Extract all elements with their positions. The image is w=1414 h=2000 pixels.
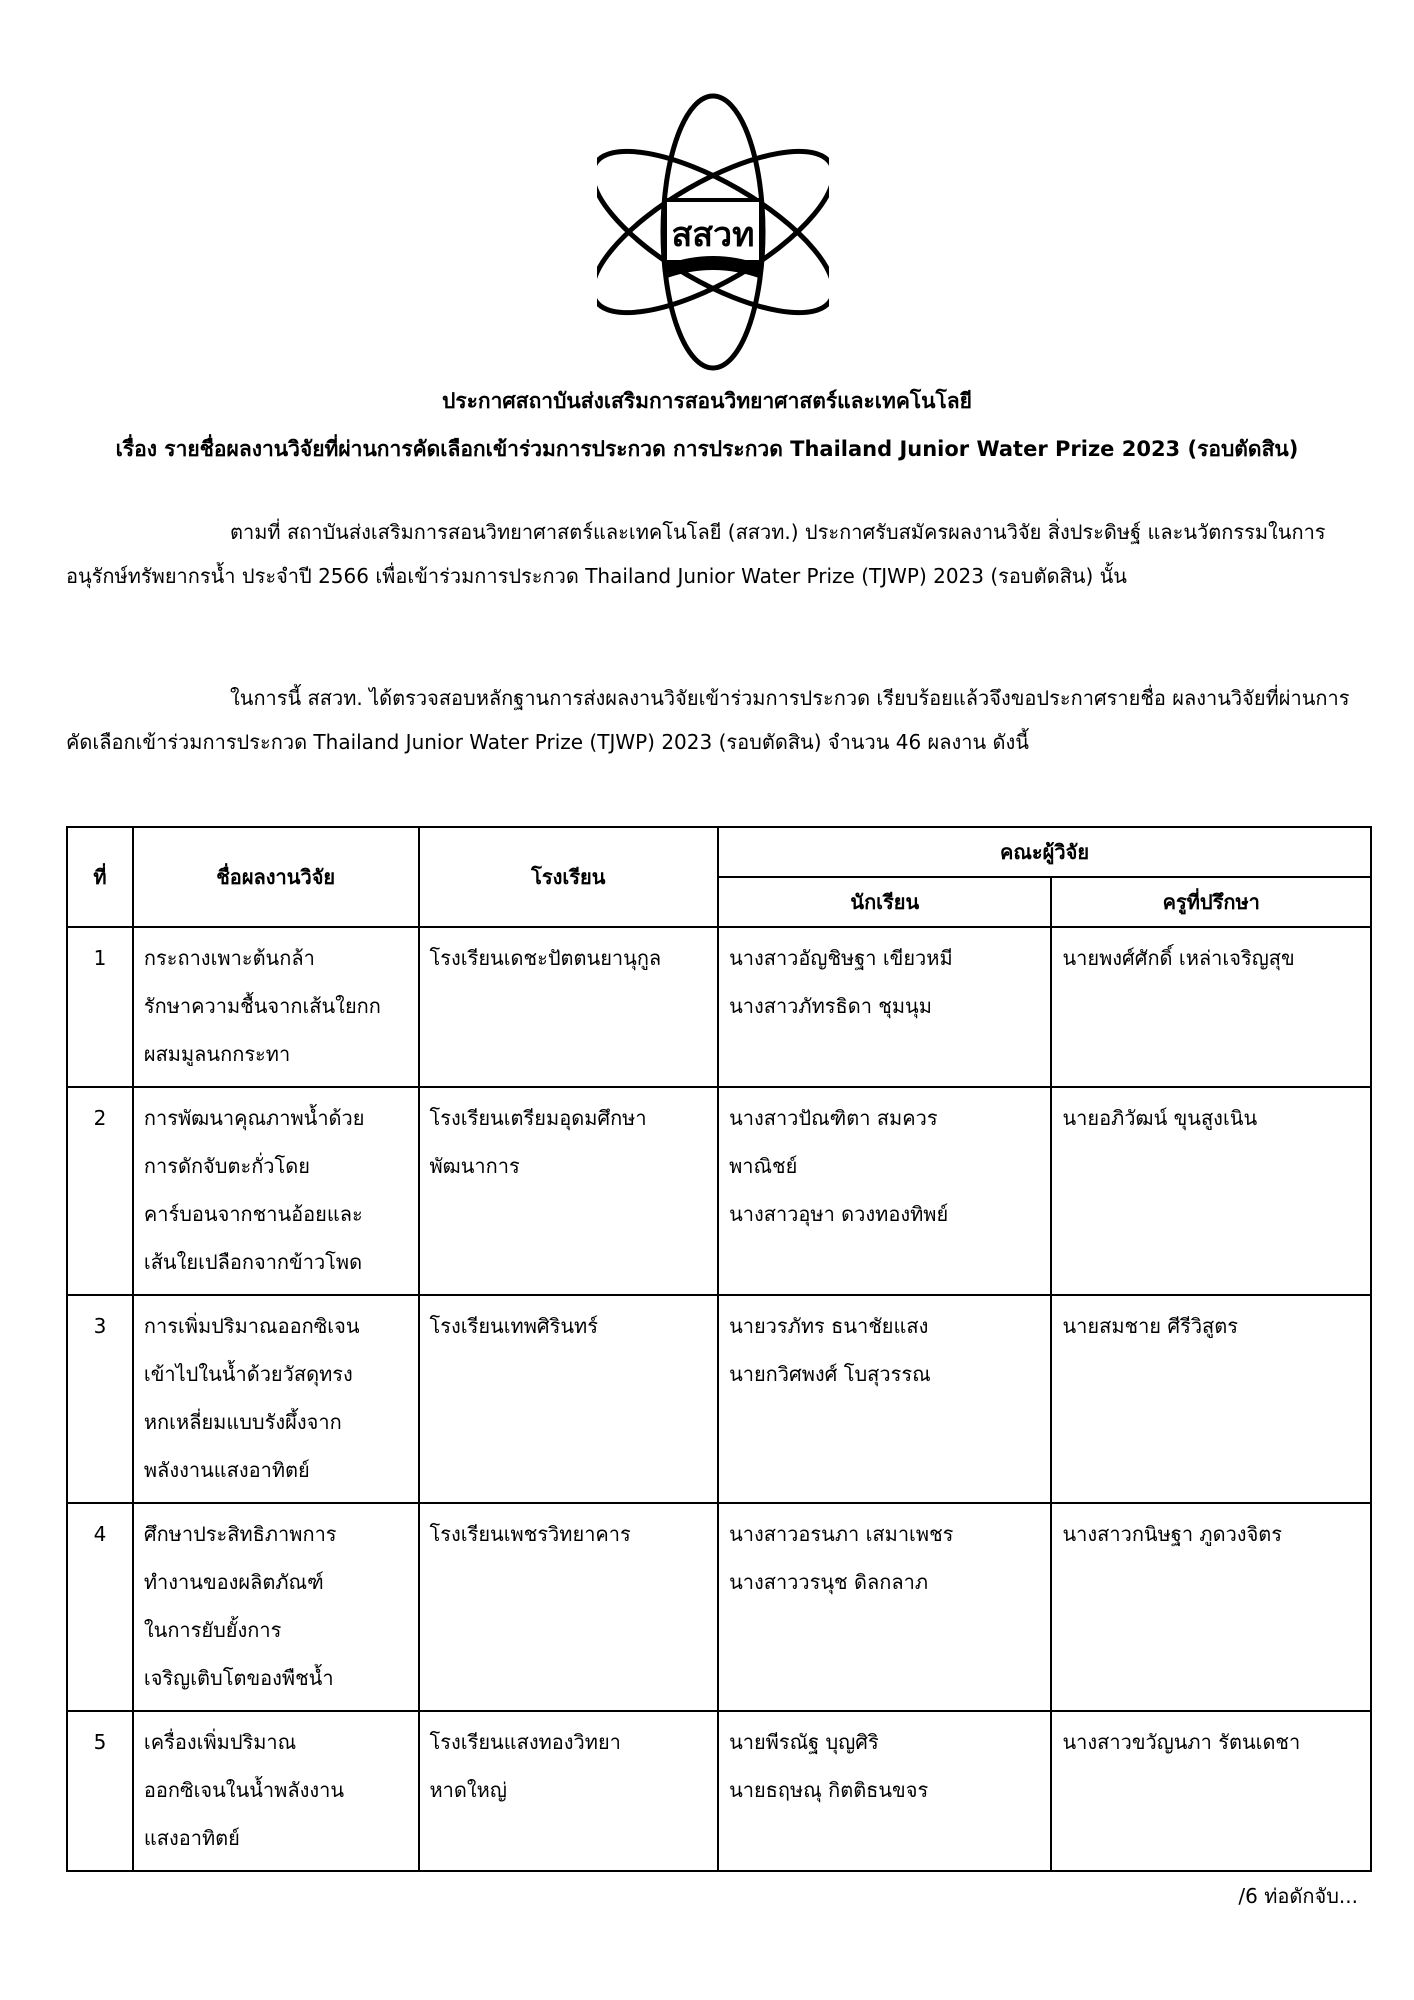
header-no: ที่ — [67, 827, 133, 927]
header-students: นักเรียน — [718, 877, 1051, 927]
table-row — [67, 1087, 1371, 1295]
cell-students-line: นางสาวอุษา ดวงทองทิพย์ — [729, 1202, 949, 1226]
cell-title-line: ผสมมูลนกกระทา — [143, 1042, 291, 1066]
cell-title-line: ในการยับยั้งการ — [143, 1618, 282, 1642]
cell-students-line: นายพีรณัฐ บุญศิริ — [729, 1730, 879, 1754]
cell-advisor — [1051, 1503, 1371, 1711]
table-body — [67, 927, 1371, 1871]
cell-school — [419, 927, 719, 1087]
cell-students-line: นายวรภัทร ธนาชัยแสง — [729, 1314, 929, 1338]
cell-students — [718, 1087, 1051, 1295]
cell-title-line: พลังงานแสงอาทิตย์ — [143, 1458, 310, 1482]
cell-title-line: การเพิ่มปริมาณออกซิเจน — [143, 1314, 360, 1338]
body-paragraph-1 — [66, 510, 1356, 598]
header-research-team: คณะผู้วิจัย — [718, 827, 1371, 877]
table-row — [67, 1711, 1371, 1871]
results-table — [66, 826, 1372, 1872]
cell-advisor — [1051, 927, 1371, 1087]
cell-title-line: หกเหลี่ยมแบบรังผึ้งจาก — [143, 1410, 342, 1434]
cell-no: 2 — [67, 1087, 133, 1295]
cell-title — [133, 1087, 419, 1295]
cell-title — [133, 927, 419, 1087]
cell-school — [419, 1295, 719, 1503]
announcement-subject: เรื่อง รายชื่อผลงานวิจัยที่ผ่านการคัดเลือกเข้าร่วมการประกวด การประกวด Thailand Junior Water Prize 2023 (รอบตัดสิน) — [115, 437, 1299, 461]
cell-school-line: โรงเรียนเดชะปัตตนยานุกูล — [429, 946, 662, 970]
cell-advisor — [1051, 1295, 1371, 1503]
cell-title — [133, 1295, 419, 1503]
cell-school-line: โรงเรียนเตรียมอุดมศึกษา — [429, 1106, 647, 1130]
table-row — [67, 1295, 1371, 1503]
header-advisor: ครูที่ปรึกษา — [1051, 877, 1371, 927]
cell-students — [718, 927, 1051, 1087]
cell-title-line: การพัฒนาคุณภาพน้ำด้วย — [143, 1106, 365, 1130]
cell-students-line: นางสาวอรนภา เสมาเพชร — [729, 1522, 954, 1546]
cell-title-line: ออกซิเจนในน้ำพลังงาน — [143, 1778, 345, 1802]
body-paragraph-2 — [66, 676, 1356, 764]
cell-advisor — [1051, 1087, 1371, 1295]
cell-title-line: ทำงานของผลิตภัณฑ์ — [143, 1570, 324, 1594]
cell-students-line: นางสาวปัณฑิตา สมควร — [729, 1106, 938, 1130]
cell-school-line: หาดใหญ่ — [429, 1778, 507, 1802]
cell-students-line: นายธฤษณุ กิตติธนขจร — [729, 1778, 929, 1802]
cell-no: 5 — [67, 1711, 133, 1871]
cell-students — [718, 1503, 1051, 1711]
cell-title-line: เส้นใยเปลือกจากข้าวโพด — [143, 1250, 363, 1274]
cell-school-line: โรงเรียนเพชรวิทยาคาร — [429, 1522, 631, 1546]
cell-title — [133, 1503, 419, 1711]
cell-title-line: เครื่องเพิ่มปริมาณ — [143, 1730, 297, 1754]
cell-title-line: การดักจับตะกั่วโดย — [143, 1154, 310, 1178]
cell-school — [419, 1503, 719, 1711]
page-continuation: /6 ท่อดักจับ... — [1238, 1884, 1358, 1908]
logo-text: สสวท — [671, 215, 755, 255]
cell-no: 1 — [67, 927, 133, 1087]
paragraph-1-text: ตามที่ สถาบันส่งเสริมการสอนวิทยาศาสตร์และเทคโนโลยี (สสวท.) ประกาศรับสมัครผลงานวิจัย สิ่งประดิษฐ์ และนวัตกรรมในการอนุรักษ์ทรัพยากรน้ำ ประจำปี 2566 เพื่อเข้าร่วมการประกวด Thailand Junior Water Prize (TJWP) 2023 (รอบตัดสิน) นั้น — [66, 520, 1326, 588]
table-row — [67, 927, 1371, 1087]
cell-title-line: คาร์บอนจากชานอ้อยและ — [143, 1202, 363, 1226]
cell-students-line: นางสาวภัทรธิดา ชุมนุม — [729, 994, 932, 1018]
cell-students-line: นางสาววรนุช ดิลกลาภ — [729, 1570, 928, 1594]
cell-school-line: พัฒนาการ — [429, 1154, 520, 1178]
announcement-title: ประกาศสถาบันส่งเสริมการสอนวิทยาศาสตร์และเทคโนโลยี — [442, 389, 972, 413]
cell-students — [718, 1711, 1051, 1871]
cell-title-line: ศึกษาประสิทธิภาพการ — [143, 1522, 337, 1546]
table-row — [67, 1503, 1371, 1711]
cell-school — [419, 1087, 719, 1295]
cell-students-line: นางสาวอัญชิษฐา เขียวหมี — [729, 946, 953, 970]
cell-advisor — [1051, 1711, 1371, 1871]
cell-title-line: เจริญเติบโตของพืชน้ำ — [143, 1666, 334, 1690]
cell-advisor-line: นายพงศ์ศักดิ์ เหล่าเจริญสุข — [1062, 946, 1295, 970]
header-school: โรงเรียน — [419, 827, 719, 927]
cell-school — [419, 1711, 719, 1871]
cell-title — [133, 1711, 419, 1871]
paragraph-2-text: ในการนี้ สสวท. ได้ตรวจสอบหลักฐานการส่งผลงานวิจัยเข้าร่วมการประกวด เรียบร้อยแล้วจึงขอประกาศรายชื่อ ผลงานวิจัยที่ผ่านการคัดเลือกเข้าร่วมการประกวด Thailand Junior Water Prize (TJWP) 2023 (รอบตัดสิน) จำนวน 46 ผลงาน ดังนี้ — [66, 686, 1350, 754]
cell-advisor-line: นางสาวขวัญนภา รัตนเดชา — [1062, 1730, 1301, 1754]
cell-title-line: เข้าไปในน้ำด้วยวัสดุทรง — [143, 1362, 353, 1386]
institution-logo — [597, 88, 829, 376]
cell-students-line: นายกวิศพงศ์ โบสุวรรณ — [729, 1362, 931, 1386]
cell-advisor-line: นายสมชาย ศีรีวิสูตร — [1062, 1314, 1238, 1338]
header-title: ชื่อผลงานวิจัย — [133, 827, 419, 927]
cell-no: 3 — [67, 1295, 133, 1503]
cell-school-line: โรงเรียนแสงทองวิทยา — [429, 1730, 621, 1754]
cell-advisor-line: นางสาวกนิษฐา ภูดวงจิตร — [1062, 1522, 1283, 1546]
cell-school-line: โรงเรียนเทพศิรินทร์ — [429, 1314, 598, 1338]
cell-title-line: แสงอาทิตย์ — [143, 1826, 240, 1850]
cell-students-line: พาณิชย์ — [729, 1154, 798, 1178]
cell-students — [718, 1295, 1051, 1503]
cell-title-line: กระถางเพาะต้นกล้า — [143, 946, 315, 970]
cell-title-line: รักษาความชื้นจากเส้นใยกก — [143, 994, 381, 1018]
cell-advisor-line: นายอภิวัฒน์ ขุนสูงเนิน — [1062, 1106, 1258, 1130]
cell-no: 4 — [67, 1503, 133, 1711]
